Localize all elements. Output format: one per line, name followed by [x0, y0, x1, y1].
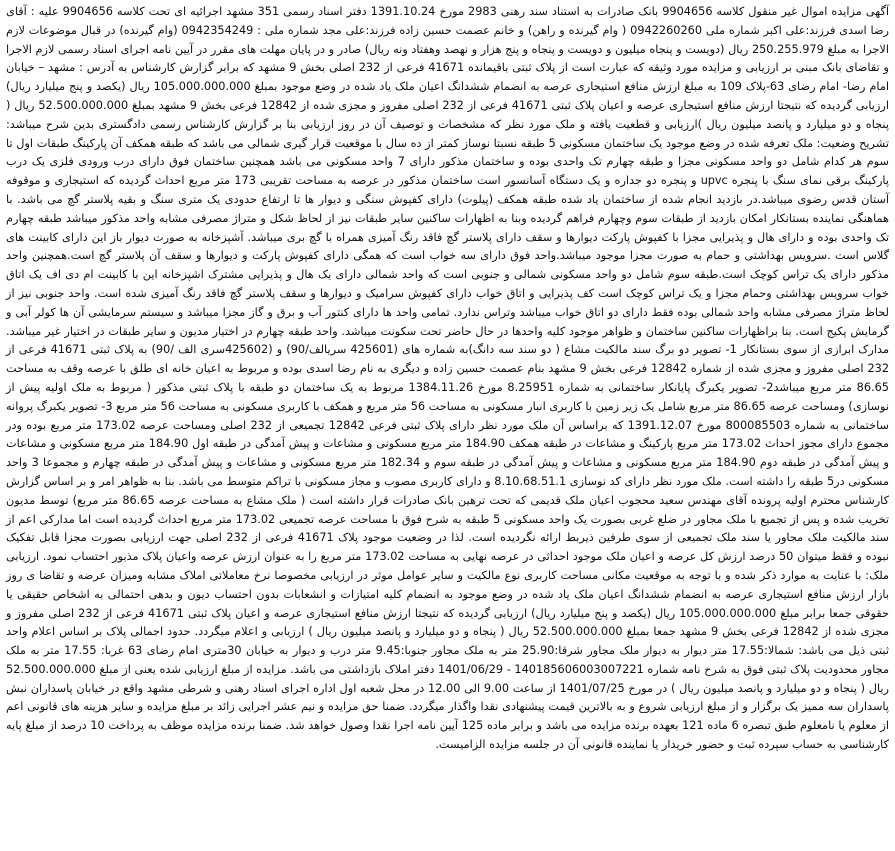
auction-notice-text: آگهی مزایده اموال غیر منقول کلاسه 9904656 بانک صادرات به استناد سند رهنی 2983 مورخ 1391.10.24 دفتر اسناد رسمی 351 مشهد اجرائیه ای تحت کلاسه 9904656 علیه : آقای رضا اسدی فرزند:علی اکبر شماره ملی 0942260260 ( وام گیرنده و راهن) و خانم عصمت حسین زاده فرزند:علی مجد شماره ملی : 0942354249 (وام گیرنده) در قبال موضوعات لازم الاجرا به مبلغ 250.255.979 ریال (دویست و پنجاه میلیون و دویست و پنجاه و پنج هزار و نهصد وهفتاد ونه ریال) صادر و در پایان مهلت های مقرر در آیین نامه اجرای اسناد رسمی لازم الاجرا و تقاضای بانک مبنی بر ارزیابی و مزایده مورد وثیقه که عبارت است از پلاک ثبتی باقیمانده 41671 فرعی از 232 اصلی بخش 9 مشهد که برابر گزارش کارشناس به آدرس : مشهد – خیابان امام رضا- امام رضای 63-پلاک 109 به مبلغ ارزش منافع استیجاری عرصه به انضمام ششدانگ اعیان ملک یاد شده در وضع موجود بمبلغ 105.000.000.000 ریال (یکصد و پنج میلیارد ریال) ارزیابی گردیده که نتیجتا ارزش منافع استیجاری عرصه و اعیان پلاک ثبتی 41671 فرعی از 232 اصلی مفروز و مجزی شده از 12842 فرعی بخش 9 مشهد بمبلغ 52.500.000.000 ریال ( پنجاه و دو میلیارد و پانصد میلیون ریال )ارزیابی و قطعیت یافته و ملک مورد نظر که مشخصات و توصیف آن در روز ارزیابی بنا بر گزارش کارشناس رسمی دادگستری بدین شرح میباشد: تشریح وضعیت: ملک تعرفه شده در وضع موجود یک ساختمان مسکونی 5 طبقه نسبتا نوساز کمتر از ده سال با موقعیت قرار گیری شمالی می باشد که طبقه همکف آن پارکینگ طبقات اول تا سوم هر کدام شامل دو واحد مسکونی مجزا و طبقه چهارم تک واحدی بوده و ساختمان مذکور دارای 7 واحد مسکونی می باشد همچنین ساختمان فوق دارای درب ورودی فلزی یک درب پارکینگ برقی نمای سنگ با پنجره upvc و پنجره دو جداره و یک دستگاه آسانسور است ساختمان مذکور در عرصه به مساحت تقریبی 173 متر مربع احداث گردیده که استیجاری و موقوفه آستان قدس رضوی میباشد.در بازدید انجام شده از ساختمان یاد شده طبقه همکف (پیلوت) دارای کفپوش سنگی و دیوار ها تا ارتفاع حدودی یک متری سنگ و بقیه پلاستر گچ می باشد. با هماهنگی نماینده بستانکار امکان بازدید از طبقات سوم وچهارم فراهم گردیده وبنا به اظهارات ساکنین سایر طبقات نیز از لحاظ شکل و متراژ مصرفی مشابه واحد مذکور میباشد طبقه چهارم تک واحدی بوده و دارای هال و پذیرایی مجزا با کفپوش پارکت دیوارها و سقف دارای پلاستر گچ فاقد رنگ آمیزی همراه با گچ بری میباشد. آشپزخانه به صورت دیوار باز این دارای کابینت های گلاس است .سرویس بهداشتی و حمام به صورت مجزا موجود میباشد.واحد فوق دارای سه خواب است که همگی دارای کفپوش پارکت و دیوارها و سقف آن پلاستر گچ است.همچنین واحد مذکور دارای یک تراس کوچک است.طبقه سوم شامل دو واحد مسکونی شمالی و جنوبی است که واحد شمالی دارای یک هال و پذیرایی مشترک اشپزخانه این با کابینت ام دی اف یک اتاق خواب سرویس بهداشتی وحمام مجزا و یک تراس کوچک است کف پذیرایی و اتاق خواب دارای کفپوش سرامیک و دیوارها و سقف پلاستر گچ فاقد رنگ آمیزی شده است. واحد جنوبی نیز از لحاظ متراژ مصرفی مشابه واحد شمالی بوده فقط دارای دو اتاق خواب میباشد وتراس ندارد. تمامی واحد ها دارای کنتور آب و برق و گاز مجزا میباشد و سیستم سرمایشی آن ها کولر آبی و گرمایش پکیج است. بنا براظهارات ساکنین ساختمان و ظواهر موجود کلیه واحدها در حال حاضر تحت سکونت میباشد. واحد طبقه چهارم در اختیار مدیون و سایر طبقات در اختیار غیر میباشد. مدارک ابرازی از سوی بستانکار 1- تصویر دو برگ سند مالکیت مشاع ( دو سند سه دانگ)به شماره های (425601 سریالف/90) و (425602سری الف /90) به پلاک ثبتی 41671 فرعی از 232 اصلی مفروز و مجزی شده از شماره 12842 فرعی بخش 9 مشهد بنام عصمت حسین زاده و دیگری به نام رضا اسدی بوده و مربوط به اعیان خانه ای طلق با عرصه وقف به مساحت 86.65 متر مربع میباشد2- تصویر یکبرگ پایانکار ساختمانی به شماره 8.25951 مورخ 1384.11.26 مربوط به یک ساختمان دو طبقه با پلاک ثبتی مذکور ( مربوط به ملک اولیه پیش از نوسازی) ومساحت عرصه 86.65 متر مربع شامل یک زیر زمین با کاربری انبار مسکونی به مساحت 56 متر مربع و همکف با کاربری مسکونی به مساحت 56 متر مربع 3- تصویر یکبرگ پروانه ساختمانی به شماره 800085503 مورخ 1391.12.07 که براساس آن ملک مورد نظر دارای پلاک ثبتی فرعی 12842 تجمیعی از 232 اصلی ومساحت عرصه 173.02 متر مربع بوده ودر مجموع دارای مجوز احداث 173.02 متر مربع پارکینگ و مشاعات در طبقه همکف 184.90 متر مربع مسکونی و مشاعات و پیش آمدگی در طبقه اول 184.90 متر مربع مسکونی و مشاعات و پیش آمدگی در طبقه دوم 184.90 متر مربع مسکونی و مشاعات و پیش آمدگی در طبقه سوم و 182.34 متر مربع مسکونی و مشاعات و پیش آمدگی در طبقه چهارم و مجموعا 3 واحد مسکونی در5 طبقه را داشته است. ملک مورد نظر دارای کد نوسازی 8.10.68.51.1 و دارای کاربری مصوب و مجاز مسکونی با تراکم متوسط می باشد. بنا به ظواهر امر و بر اساس گزارش کارشناس محترم اولیه پرونده آقای مهندس سعید محجوب اعیان ملک قدیمی که تحت ترهین بانک صادرات قرار داشته است ( ملک مشاع به مساحت عرصه 86.65 متر مربع) توسط مدیون تخریب شده و پس از تجمیع با ملک مجاور در ضلع غربی بصورت یک واحد مسکونی 5 طبقه به شرح فوق با مساحت عرصه تجمیعی 173.02 متر مربع احداث گردیده است اما مدارکی اعم از سند مالکیت ملک مجاور یا سند ملک تجمیعی از سوی طرفین ذیربط ارائه نگردیده است. لذا در وضعیت موجود پلاک 41671 فرعی از 232 اصلی جهت ارزیابی بصورت مجزا قابل تفکیک نبوده و فقط میتوان 50 درصد ارزش کل عرصه و اعیان ملک موجود احداثی در عرصه نهایی به مساحت 173.02 متر مربع را به عنوان ارزش عرصه واعیان پلاک مذبور احتساب نمود. ارزیابی ملک: با عنایت به موارد ذکر شده و با توجه به موقعیت مکانی مساحت کاربری نوع مالکیت و سایر عوامل موثر در ارزیابی مخصوصا نرخ معاملاتی املاک مشابه ومیزان عرضه و تقاضا ی روز بازار ارزش منافع استیجاری عرصه به انضمام ششدانگ اعیان ملک یاد شده در وضع موجود به انضمام کلیه امتیازات و انشعابات بدون احتساب دیون و بدهی احتمالی به اشخاص حقیقی یا حقوقی جمعا برابر مبلغ 105.000.000.000 ریال (یکصد و پنج میلیارد ریال) ارزیابی گردیده که نتیجتا ارزش منافع استیجاری عرصه و اعیان پلاک ثبتی 41671 فرعی از 232 اصلی مفروز و مجزی شده از 12842 فرعی بخش 9 مشهد جمعا بمبلغ 52.500.000.000 ریال ( پنجاه و دو میلیارد و پانصد میلیون ریال ) ارزیابی و اعلام میگردد. حدود اجمالی پلاک بر اساس اعلام واحد ثبتی ذیل می باشد: شمالا:17.55 متر دیوار به دیوار ملک مجاور شرقا:25.90 متر به ملک مجاور جنوبا:9.45 متر درب و دیوار به خیابان 30متری امام رضای 63 غربا: 17.55 متر به ملک مجاور محدودیت پلاک ثبتی فوق به شرح نامه شماره 140185606003007221 - 1401/06/29 دفتر املاک بازداشتی می باشد. مزایده از مبلغ ارزیابی شده یعنی از مبلغ 52.500.000.000 ریال ( پنجاه و دو میلیارد و پانصد میلیون ریال ) در مورخ 1401/07/25 از ساعت 9.00 الی 12.00 در محل شعبه اول اداره اجرای اسناد رهنی و شرطی مشهد واقع در خیابان پاسداران نبش پاسداران سه ممیز یک برگزار و از مبلغ ارزیابی شروع و به بالاترین قیمت پیشنهادی نقدا واگذار میگردد. ضمنا حق مزایده و نیم عشر اجرایی زائد بر مبلغ مزایده و سایر هزینه های قانونی اعم از معلوم یا نامعلوم طبق تبصره 6 ماده 121 بعهده برنده مزایده می باشد و برابر ماده 125 آیین نامه اجرا نقدا وصول خواهد شد. ضمنا برنده مزایده موظف به پرداخت 10 درصد از مبلغ پایه کارشناسی به حساب سپرده ثبت و حضور خریدار یا نماینده قانونی آن در جلسه مزایده الزامیست. [6, 5, 890, 752]
